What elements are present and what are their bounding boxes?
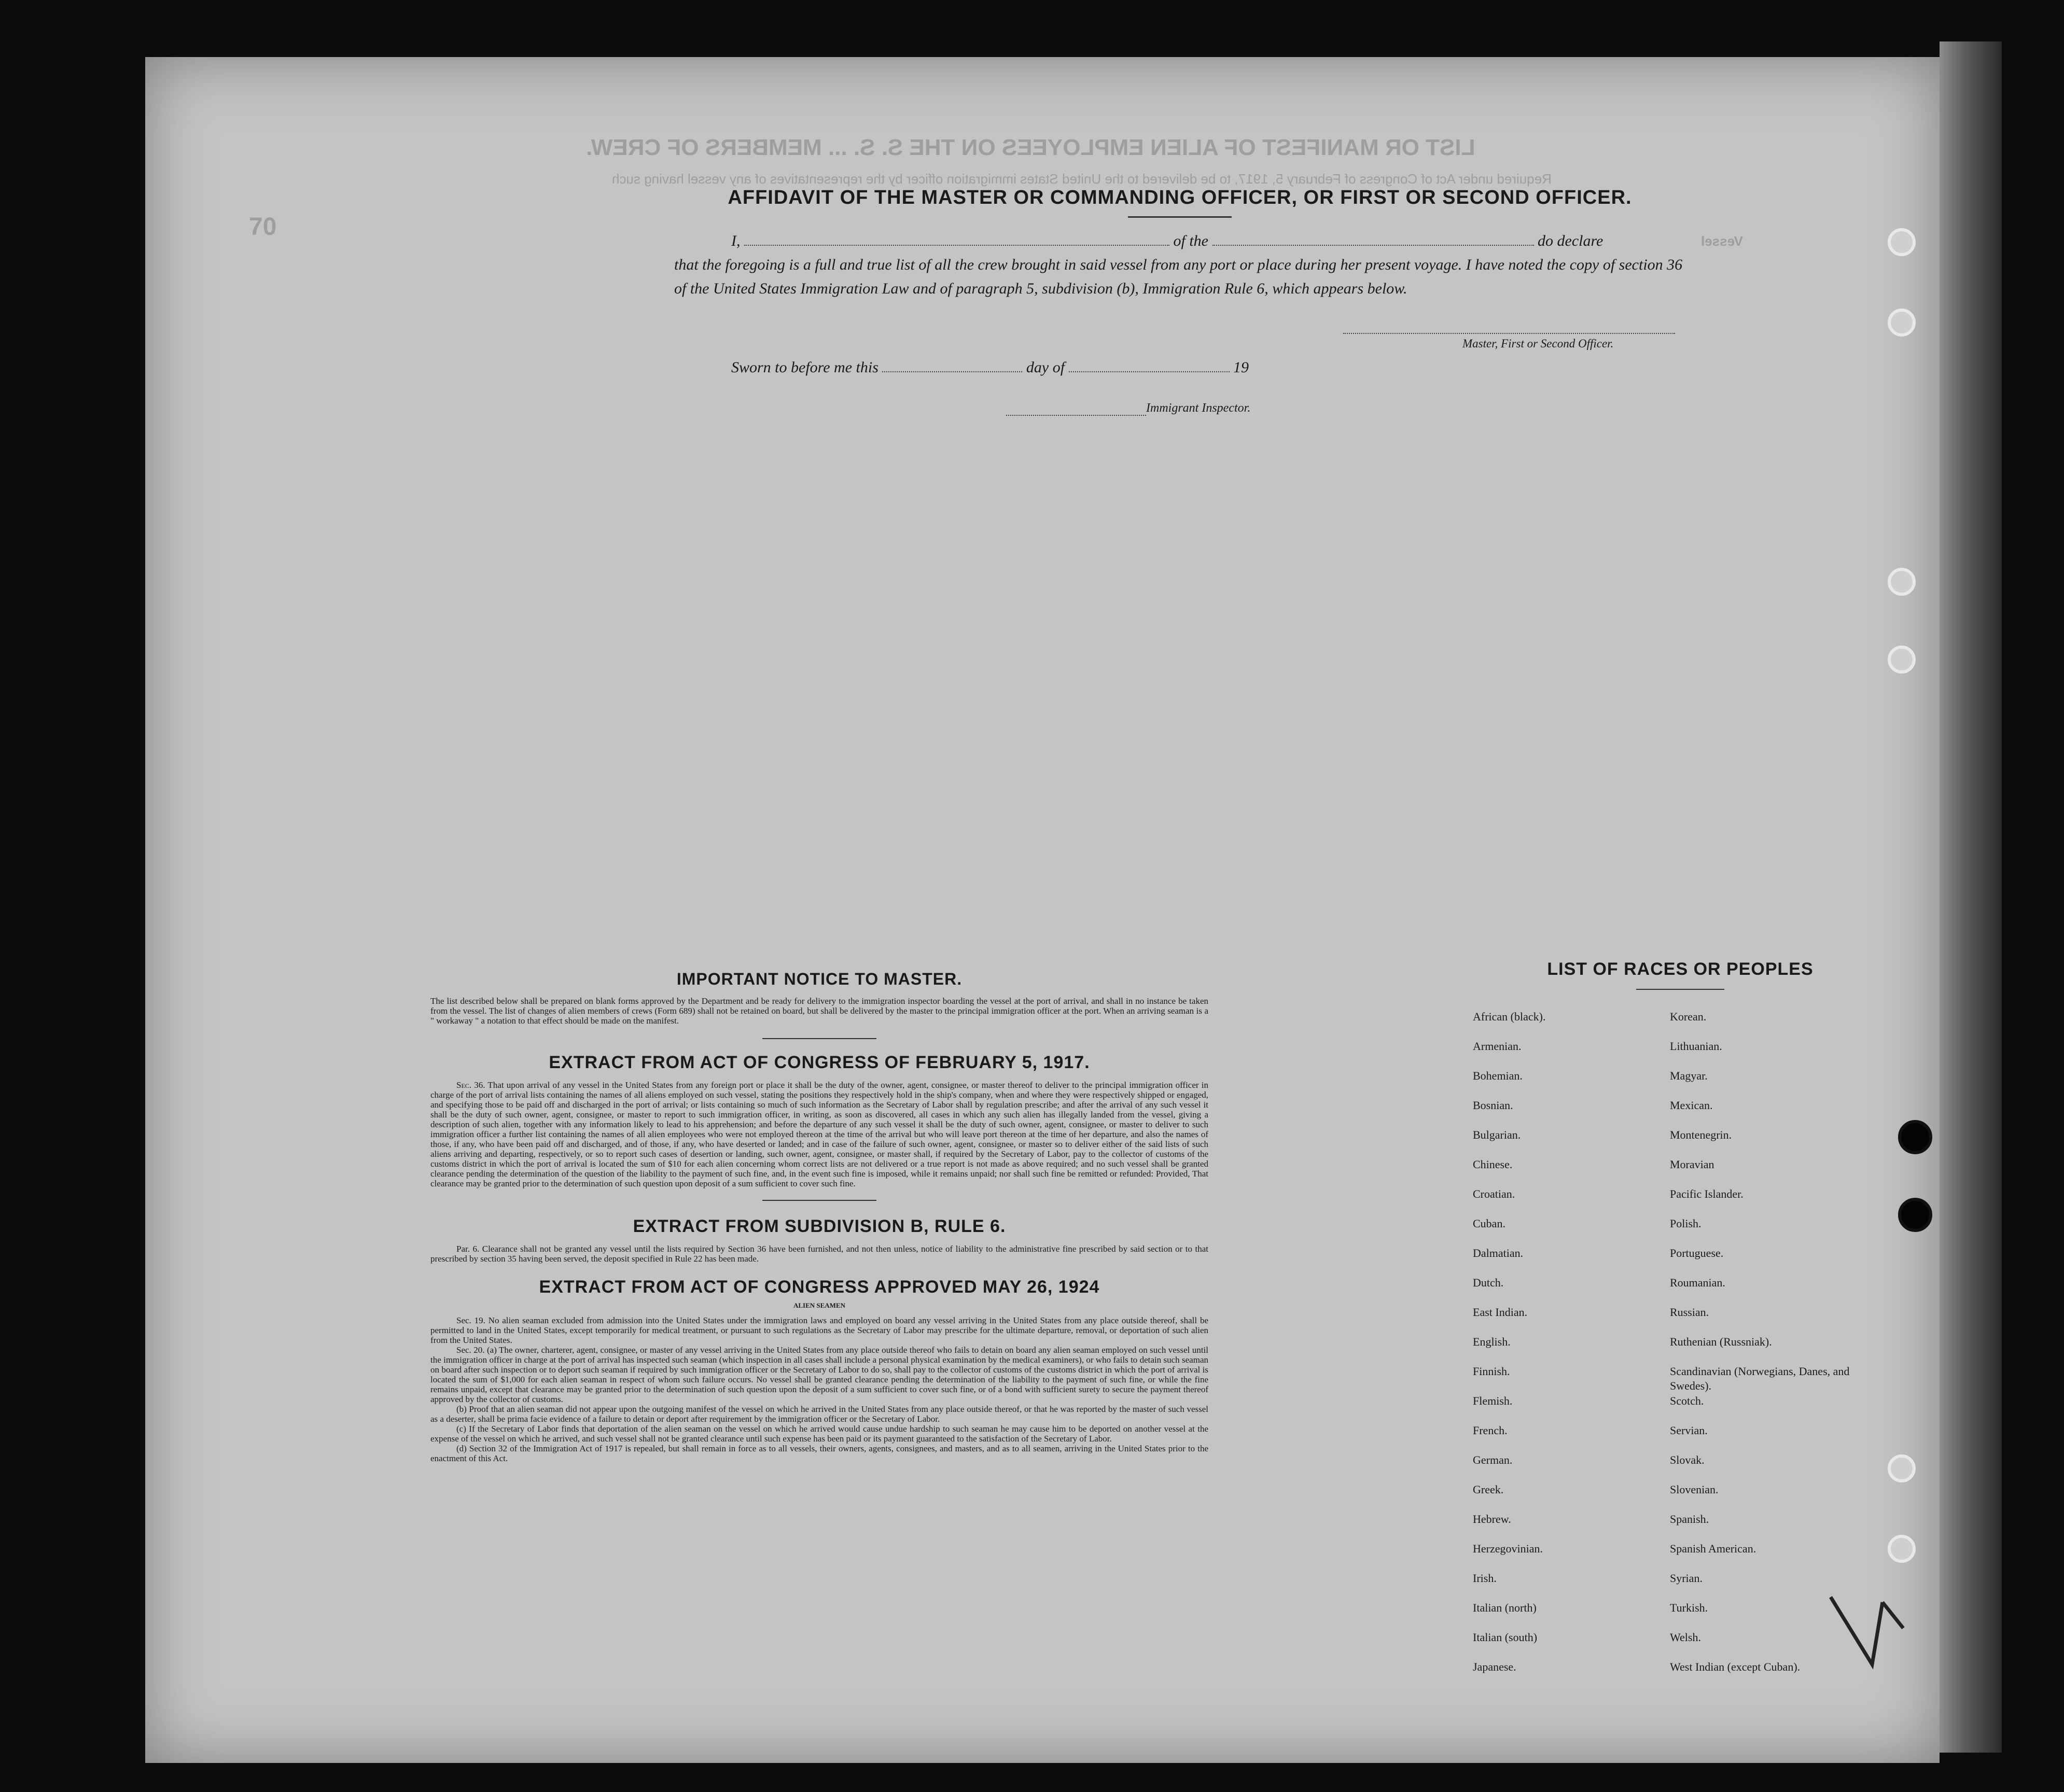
race-item-left: Finnish. xyxy=(1473,1365,1510,1378)
notice-rule xyxy=(762,1038,876,1039)
punch-hole xyxy=(1888,646,1916,674)
name-blank[interactable] xyxy=(744,230,1169,246)
bleed-through-margin-number: 70 xyxy=(249,213,277,241)
race-item-left: Hebrew. xyxy=(1473,1513,1511,1525)
race-item-left: African (black). xyxy=(1473,1010,1546,1023)
race-item-right: Scandinavian (Norwegians, Danes, and Swedes). xyxy=(1670,1365,1850,1392)
race-item-right: Pacific Islander. xyxy=(1670,1187,1744,1200)
inspector-label: Immigrant Inspector. xyxy=(1146,401,1251,415)
race-item-left: Armenian. xyxy=(1473,1040,1522,1053)
race-item-right: Servian. xyxy=(1670,1424,1708,1437)
race-item-left: Bosnian. xyxy=(1473,1099,1513,1112)
extract3-sec20c: (c) If the Secretary of Labor finds that deportation of the alien seaman on the vessel on which he arrived would cause undue hardship to such seaman he may cause him to be deported on another vessel at the expense of the vessel on which he arrived, and such vessel shall not be granted clearance until such expense has been paid or its payment guaranteed to the satisfaction of the Secretary of Labor. xyxy=(430,1424,1208,1444)
race-item-left: Dutch. xyxy=(1473,1276,1504,1289)
signature-area xyxy=(674,318,1685,355)
punch-hole xyxy=(1888,1454,1916,1482)
extract3-sec20a: Sec. 20. (a) The owner, charterer, agent, consignee, or master of any vessel arriving in the United States from any place outside thereof who fails to detain on board any alien seaman employed on such vessel until the immigration officer in charge at the port of arrival has inspected such seaman (which inspection in all cases shall include a personal physical examination by the medical examiners), or who fails to detain such seaman on board after such inspection or to deport such seaman if required by such immigration officer or the Secretary of Labor to do so, shall pay to the collector of customs of the customs district in which the port of arrival is located the sum of $1,000 for each alien seaman in respect of whom such failure occurs. No vessel shall be granted clearance pending the determination of the liability to the payment of such fine, or while the fine remains unpaid, except that clearance may be granted prior to the determination of such question upon the deposit of a sum sufficient to cover such fine, or of a bond with sufficient surety to secure the payment thereof approved by the collector of customs. xyxy=(430,1345,1208,1404)
sworn-day-of: day of xyxy=(1026,359,1065,376)
race-item-right: Moravian xyxy=(1670,1158,1714,1171)
declaration-body: that the foregoing is a full and true list of all the crew brought in said vessel from any port or place during her present voyage. I have noted the copy of section 36 of the United States Immigration Law and of paragraph 5, subdivision (b), Immigration Rule 6, which appears below. xyxy=(674,256,1683,297)
declaration-line xyxy=(674,229,1685,253)
races-rule xyxy=(1636,989,1724,990)
race-item-right: Korean. xyxy=(1670,1010,1707,1023)
extract3-sec20b: (b) Proof that an alien seaman did not appear upon the outgoing manifest of the vessel on which he arrived in the United States from any place outside thereof, or that he was reported by the master of such vessel as a deserter, shall be prima facie evidence of a failure to detain or deport after requirement by the immigration officer or the Secretary of Labor. xyxy=(430,1404,1208,1424)
race-item-left: Italian (south) xyxy=(1473,1631,1538,1644)
affidavit-title: AFFIDAVIT OF THE MASTER OR COMMANDING OFFICER, OR FIRST OR SECOND OFFICER. xyxy=(728,187,1632,208)
race-item-right: Slovenian. xyxy=(1670,1483,1719,1496)
race-item-left: English. xyxy=(1473,1335,1511,1348)
punch-hole xyxy=(1888,228,1916,256)
inspector-blank[interactable] xyxy=(1006,400,1146,416)
race-item-left: Flemish. xyxy=(1473,1394,1513,1407)
pen-mark xyxy=(1820,1587,1908,1680)
extract2-title: EXTRACT FROM SUBDIVISION B, RULE 6. xyxy=(633,1216,1006,1236)
extract1-rule xyxy=(762,1200,876,1201)
notice-section xyxy=(430,970,1208,1463)
declaration-i: I, xyxy=(731,232,741,249)
race-item-left: East Indian. xyxy=(1473,1306,1528,1319)
sworn-year: 19 xyxy=(1233,359,1249,376)
race-item-right: Polish. xyxy=(1670,1217,1702,1230)
race-item-right: Ruthenian (Russniak). xyxy=(1670,1335,1772,1348)
race-item-right: Russian. xyxy=(1670,1306,1709,1319)
inspector-area xyxy=(674,400,1685,437)
punch-hole xyxy=(1888,568,1916,596)
affidavit-section xyxy=(674,187,1685,437)
race-item-left: Croatian. xyxy=(1473,1187,1515,1200)
race-item-left: German. xyxy=(1473,1453,1513,1466)
extract2-body: Clearance shall not be granted any vessel until the lists required by Section 36 have been furnished, and not then unless, notice of liability to the administrative fine prescribed by said section or to that prescribed by section 35 having been served, the deposit specified in Rule 22 has been made. xyxy=(430,1244,1208,1264)
extract3-sec19: Sec. 19. No alien seaman excluded from admission into the United States under the immigration laws and employed on board any vessel arriving in the United States from any place outside thereof, shall be permitted to land in the United States, except temporarily for medical treatment, or pursuant to such regulations as the Secretary of Labor may prescribe for the ultimate departure, removal, or deportation of such alien from the United States. xyxy=(430,1315,1208,1345)
race-item-left: Chinese. xyxy=(1473,1158,1513,1171)
race-item-right: Welsh. xyxy=(1670,1631,1701,1644)
race-item-right: Slovak. xyxy=(1670,1453,1705,1466)
vessel-blank[interactable] xyxy=(1212,230,1534,246)
race-item-left: Herzegovinian. xyxy=(1473,1542,1543,1555)
punch-hole xyxy=(1888,309,1916,337)
bleed-through-vessel: Vessel xyxy=(1701,233,1743,249)
race-item-left: Italian (north) xyxy=(1473,1601,1537,1614)
notice-text: The list described below shall be prepared on blank forms approved by the Department and be ready for delivery to the immigration inspector boarding the vessel at the port of arrival, and shall in no instance be taken from the vessel. The list of changes of alien members of crews (Form 689) shall not be retained on board, but shall be delivered by the master to the principal immigration officer at the port. When an arriving seaman is a " workaway " a notation to that effect should be made on the manifest. xyxy=(430,996,1208,1026)
extract1-title: EXTRACT FROM ACT OF CONGRESS OF FEBRUARY 5, 1917. xyxy=(549,1053,1090,1072)
race-item-left: Bulgarian. xyxy=(1473,1128,1521,1141)
race-item-right: West Indian (except Cuban). xyxy=(1670,1660,1801,1673)
extract3-sec20d: (d) Section 32 of the Immigration Act of 1917 is repealed, but shall remain in force as to all vessels, their owners, agents, consignees, and masters, and as to all seamen, arriving in the United States prior to the enactment of this Act. xyxy=(430,1444,1208,1463)
race-item-left: Greek. xyxy=(1473,1483,1504,1496)
race-item-right: Montenegrin. xyxy=(1670,1128,1732,1141)
race-item-left: Bohemian. xyxy=(1473,1069,1523,1082)
extract1-body: That upon arrival of any vessel in the United States from any foreign port or place it shall be the duty of the owner, agent, consignee, or master thereof to deliver to the principal immigration officer in charge of the port of arrival lists containing the names of all aliens employed on such vessel, stating the positions they respectively hold in the ship's company, when and where they were respectively shipped or engaged, and specifying those to be paid off and discharged in the port of arrival; or lists containing so much of such information as the Secretary of Labor shall by regulation prescribe; and after the arrival of any such vessel it shall be the duty of such owner, agent, consignee, or master to report to such immigration officer, in writing, as soon as discovered, all cases in which any such alien has illegally landed from the vessel, giving a description of such alien, together with any information likely to lead to his apprehension; and before the departure of any such vessel it shall be the duty of such owner, agent, consignee, or master to deliver to such immigration officer a further list containing the names of all alien employees who were not employed thereon at the time of the arrival but who will leave port thereon at the time of her departure, and also the names of those, if any, who have been paid off and discharged, and of those, if any, who have deserted or landed; and in case of the failure of such owner, agent, consignee, or master so to deliver either of the said lists of such aliens arriving and departing, respectively, or so to report such cases of desertion or landing, such owner, agent, consignee, or master shall, if required by the Secretary of Labor, pay to the collector of customs of the customs district in which the port of arrival is located the sum of $10 for each alien concerning whom correct lists are not delivered or a true report is not made as above required; and no such vessel shall be granted clearance pending the determination of the question of the liability to the payment of such fine, and, in the event such fine is imposed, while it remains unpaid; nor shall such fine be remitted or refunded: Provided, That clearance may be granted prior to the determination of such question upon deposit of a sum sufficient to cover such fine. xyxy=(430,1080,1208,1188)
race-item-right: Syrian. xyxy=(1670,1572,1703,1585)
sworn-start: Sworn to before me this xyxy=(731,359,878,376)
race-item-left: Irish. xyxy=(1473,1572,1497,1585)
races-section xyxy=(1473,959,1888,1689)
extract3-title: EXTRACT FROM ACT OF CONGRESS APPROVED MAY 26, 1924 xyxy=(539,1277,1100,1297)
extract2-sec-label: Par. 6. xyxy=(456,1244,480,1254)
declaration-end: do declare xyxy=(1538,232,1603,249)
declaration-of: of the xyxy=(1173,232,1208,249)
bleed-through-subline: Required under Act of Congress of February 5, 1917, to be delivered to the United States immigration officer by the representatives of any vessel having such xyxy=(612,171,1552,187)
race-item-right: Roumanian. xyxy=(1670,1276,1725,1289)
race-item-left: Japanese. xyxy=(1473,1660,1516,1673)
race-item-left: Dalmatian. xyxy=(1473,1247,1524,1259)
punch-hole-dark xyxy=(1898,1120,1932,1154)
race-item-right: Portuguese. xyxy=(1670,1247,1724,1259)
race-item-right: Scotch. xyxy=(1670,1394,1704,1407)
race-item-right: Lithuanian. xyxy=(1670,1040,1722,1053)
punch-hole xyxy=(1888,1535,1916,1563)
extract1-text xyxy=(430,1080,1208,1188)
sworn-line xyxy=(731,356,1685,380)
title-rule xyxy=(1128,216,1232,218)
extract2-text xyxy=(430,1244,1208,1264)
race-item-right: Spanish American. xyxy=(1670,1542,1756,1555)
race-item-right: Turkish. xyxy=(1670,1601,1708,1614)
race-item-left: Cuban. xyxy=(1473,1217,1505,1230)
punch-hole-dark xyxy=(1898,1198,1932,1232)
bleed-through-heading: LIST OR MANIFEST OF ALIEN EMPLOYEES ON THE S. S. ... MEMBERS OF CREW. xyxy=(586,135,1475,160)
races-title: LIST OF RACES OR PEOPLES xyxy=(1547,959,1814,979)
sworn-day-blank[interactable] xyxy=(882,357,1022,372)
extract1-sec-label: Sec. 36. xyxy=(456,1080,485,1090)
notice-title: IMPORTANT NOTICE TO MASTER. xyxy=(676,970,963,988)
signature-label: Master, First or Second Officer. xyxy=(1462,337,1614,350)
document-page xyxy=(145,57,1940,1763)
race-item-left: French. xyxy=(1473,1424,1508,1437)
extract3-subtitle: ALIEN SEAMEN xyxy=(793,1301,846,1309)
race-item-right: Mexican. xyxy=(1670,1099,1713,1112)
race-item-right: Spanish. xyxy=(1670,1513,1709,1525)
sworn-month-blank[interactable] xyxy=(1069,357,1230,372)
page-edge-stack xyxy=(1940,41,2002,1753)
race-item-right: Magyar. xyxy=(1670,1069,1708,1082)
